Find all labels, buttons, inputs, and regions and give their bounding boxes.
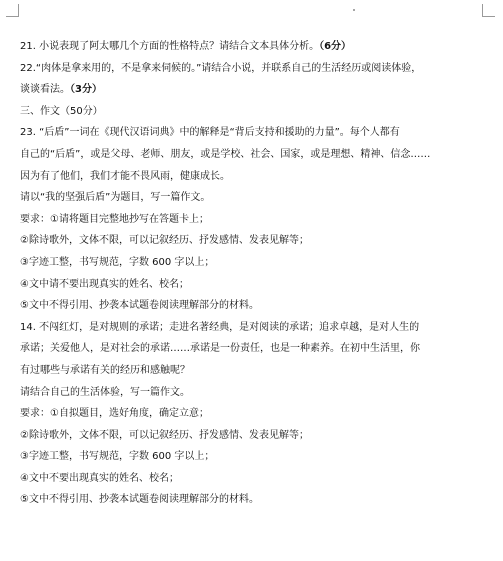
q22-line-1: [20, 62, 486, 75]
q14-text-3: 有过哪些与承诺有关的经历和感触呢？: [20, 364, 190, 376]
q14-req-3-text: ③字迹工整，书写规范，字数 600 字以上；: [20, 451, 215, 463]
q14-text-2: 承诺；关爱他人，是对社会的承诺……承诺是一份责任，也是一种素养。在初中生活里，你: [20, 343, 420, 355]
q23-req-1: [20, 213, 486, 226]
q23-text-2: 自己的“后盾”，或是父母、老师、朋友，或是学校、社会、国家，或是理想、精神、信念……: [20, 148, 431, 160]
q23-req-3-text: ③字迹工整，书写规范，字数 600 字以上；: [20, 256, 215, 268]
q23-req-2-text: ②除诗歌外，文体不限，可以记叙经历、抒发感情、发表见解等；: [20, 235, 309, 247]
q23-req-3: [20, 256, 486, 269]
q14-req-5-text: ⑤文中不得引用、抄袭本试题卷阅读理解部分的材料。: [20, 494, 259, 506]
q22-score: （3分）: [70, 84, 102, 96]
q14-req-1: [20, 407, 486, 420]
q14-prompt: [20, 386, 486, 399]
q23-text-1: 23. “后盾”一词在《现代汉语词典》中的解释是“背后支持和援助的力量”。每个人都有: [20, 127, 400, 139]
q21-score: （6分）: [319, 41, 352, 52]
q23-req-4: [20, 278, 486, 291]
q23-line-1: [20, 126, 486, 139]
q14-req-4-text: ④文中不要出现真实的姓名、校名；: [20, 472, 179, 484]
q14-line-2: [20, 342, 486, 355]
q23-line-2: [20, 148, 486, 161]
q23-req-5-text: ⑤文中不得引用、抄袭本试题卷阅读理解部分的材料。: [20, 300, 259, 312]
section-title: 三、作文（50分）: [20, 105, 103, 117]
q14-req-2-text: ②除诗歌外，文体不限，可以记叙经历、抒发感情、发表见解等；: [20, 429, 309, 441]
q22-text-1: 22.“肉体是拿来用的，不是拿来伺候的。”请结合小说，并联系自己的生活经历或阅读体验，: [20, 62, 422, 74]
q22-text-2: 谈谈看法。: [20, 84, 70, 96]
document-body: [20, 40, 486, 515]
q23-prompt: [20, 191, 486, 204]
q22-line-2: [20, 83, 486, 96]
q23-req-1-text: 要求：①请将题目完整地抄写在答题卡上；: [20, 213, 209, 225]
q14-line-1: [20, 321, 486, 334]
section-heading: [20, 105, 486, 118]
q21-line: [20, 40, 486, 53]
q23-req-5: [20, 299, 486, 312]
header-dot: [353, 9, 355, 11]
q23-line-3: [20, 170, 486, 183]
q14-req-2: [20, 429, 486, 442]
page-corner-mark-right: [482, 4, 495, 17]
q23-prompt-text: 请以“我的坚强后盾”为题目，写一篇作文。: [20, 192, 211, 204]
page-corner-mark-left: [6, 4, 19, 17]
q14-text-1: 14. 不闯红灯，是对规则的承诺；走进名著经典，是对阅读的承诺；追求卓越，是对人生的: [20, 321, 420, 333]
q14-prompt-text: 请结合自己的生活体验，写一篇作文。: [20, 386, 190, 398]
q23-req-2: [20, 234, 486, 247]
q21-text: 21. 小说表现了阿太哪几个方面的性格特点？请结合文本具体分析。: [20, 41, 320, 52]
q23-text-3: 因为有了他们，我们才能不畏风雨，健康成长。: [20, 170, 230, 182]
q23-req-4-text: ④文中请不要出现真实的姓名、校名；: [20, 278, 189, 290]
q14-line-3: [20, 364, 486, 377]
q14-req-3: [20, 450, 486, 463]
q14-req-4: [20, 472, 486, 485]
q14-req-5: [20, 493, 486, 506]
q14-req-1-text: 要求：①自拟题目，选好角度，确定立意；: [20, 408, 209, 420]
